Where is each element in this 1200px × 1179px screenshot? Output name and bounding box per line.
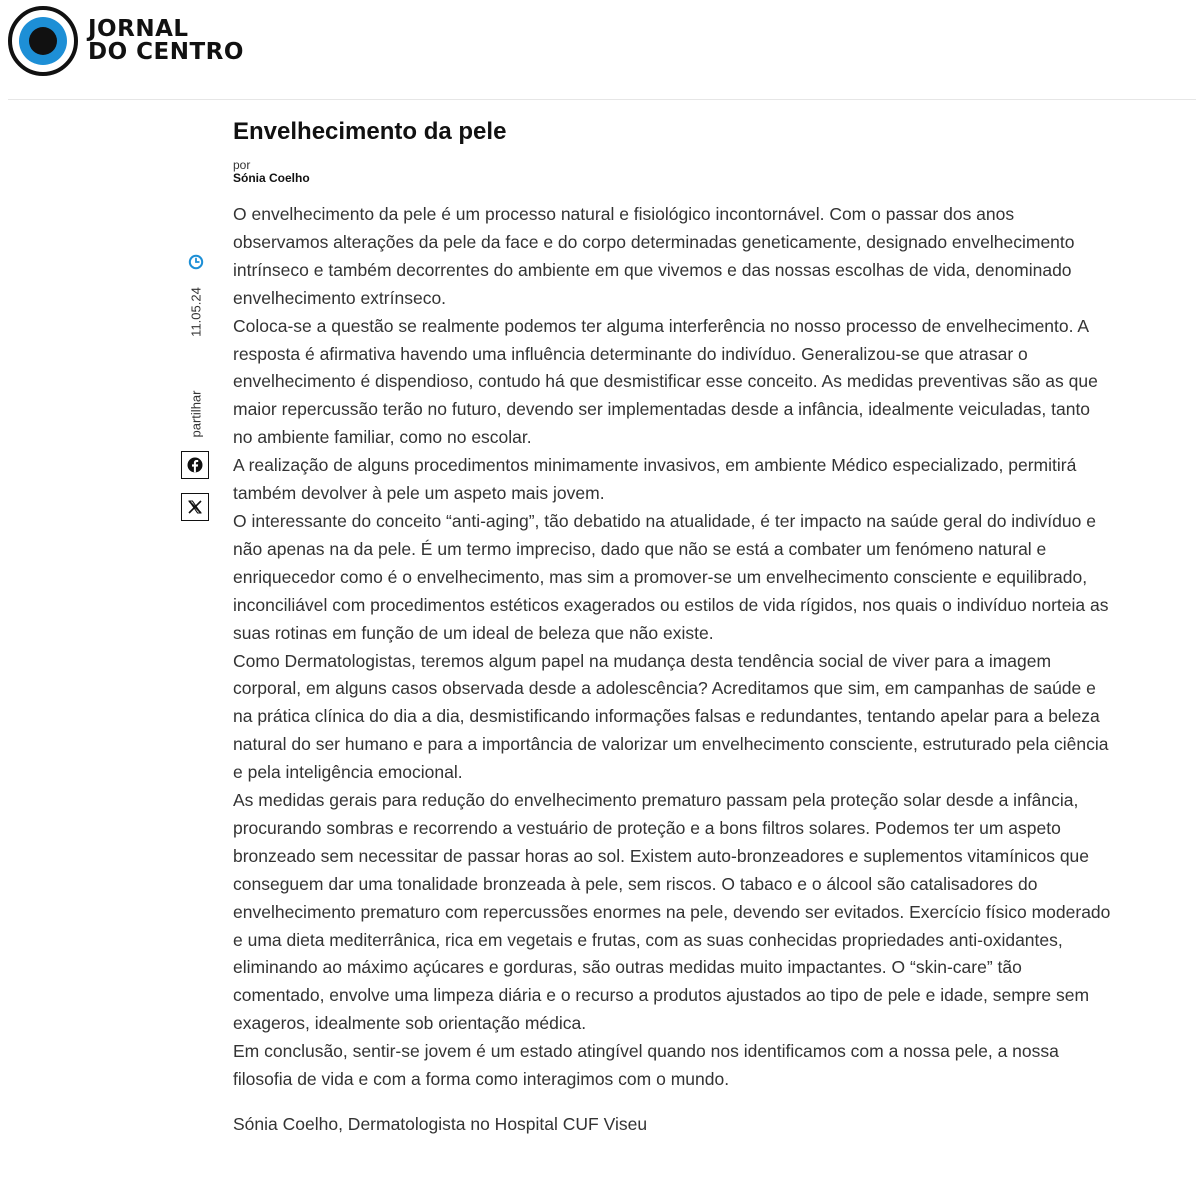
share-x-button[interactable] xyxy=(181,493,209,521)
logo-line-2: DO CENTRO xyxy=(88,39,244,65)
byline-author[interactable]: Sónia Coelho xyxy=(233,171,310,185)
x-icon xyxy=(187,499,203,515)
logo-eye-icon xyxy=(8,6,78,76)
share-label: partilhar xyxy=(188,390,204,438)
article-paragraph: As medidas gerais para redução do envelhecimento prematuro passam pela proteção solar desde a infância, procurando sombras e recorrendo a vestuário de proteção e a bons filtros solares. Podemos ter um aspeto bronzeado sem necessitar de passar horas ao sol. Existem auto-bronzeadores e suplementos vitamínicos que conseguem dar uma tonalidade bronzeada à pele, sem riscos. O tabaco e o álcool são catalisadores do envelhecimento prematuro com repercussões enormes na pele, devendo ser evitados. Exercício físico moderado e uma dieta mediterrânica, rica em vegetais e frutas, com as suas conhecidas propriedades anti-oxidantes, eliminando ao máximo açúcares e gorduras, são outras medidas muito impactantes. O “skin-care” tão comentado, envolve uma limpeza diária e o recurso a produtos ajustados ao tipo de pele e idade, sempre sem exageros, idealmente sob orientação médica. xyxy=(233,790,1111,1034)
article-paragraph: A realização de alguns procedimentos minimamente invasivos, em ambiente Médico especializado, permitirá também devolver à pele um aspeto mais jovem. xyxy=(233,455,1077,504)
article-paragraph: Coloca-se a questão se realmente podemos ter alguma interferência no nosso processo de envelhecimento. A resposta é afirmativa havendo uma influência determinante do indivíduo. Generalizou-se que atrasar o envelhecimento é dispendioso, contudo há que desmistificar esse conceito. As medidas preventivas são as que maior repercussão terão no futuro, devendo ser implementadas desde a infância, idealmente veiculadas, tanto no ambiente familiar, como no escolar. xyxy=(233,315,1098,448)
facebook-icon xyxy=(187,457,203,473)
byline xyxy=(233,159,1113,185)
article-paragraph: O envelhecimento da pele é um processo natural e fisiológico incontornável. Com o passar dos anos observamos alterações da pele da face e do corpo determinadas geneticamente, designado envelhecimento intrínseco e também decorrentes do ambiente em que vivemos e das nossas escolhas de vida, denominado envelhecimento extrínseco. xyxy=(233,204,1075,308)
site-logo[interactable] xyxy=(8,6,258,78)
clock-icon xyxy=(188,254,204,270)
article-body xyxy=(233,201,1113,1094)
publish-date: 11.05.24 xyxy=(188,287,204,337)
article xyxy=(233,112,1113,1139)
header-divider xyxy=(8,99,1196,100)
article-title: Envelhecimento da pele xyxy=(233,118,507,145)
logo-wordmark xyxy=(88,18,244,64)
author-signature: Sónia Coelho, Dermatologista no Hospital CUF Viseu xyxy=(233,1114,648,1134)
article-paragraph: O interessante do conceito “anti-aging”, tão debatido na atualidade, é ter impacto na saúde geral do indivíduo e não apenas na da pele. É um termo impreciso, dado que não se está a combater um fenómeno natural e enriquecedor como é o envelhecimento, mas sim a promover-se um envelhecimento consciente e equilibrado, inconciliável com procedimentos estéticos exagerados ou estilos de vida rígidos, nos quais o indivíduo norteia as suas rotinas em função de um ideal de beleza que não existe. xyxy=(233,510,1109,643)
byline-prefix: por xyxy=(233,158,251,172)
article-paragraph: Em conclusão, sentir-se jovem é um estado atingível quando nos identificamos com a nossa pele, a nossa filosofia de vida e com a forma como interagimos com o mundo. xyxy=(233,1041,1059,1090)
article-paragraph: Como Dermatologistas, teremos algum papel na mudança desta tendência social de viver para a imagem corporal, em alguns casos observada desde a adolescência? Acreditamos que sim, em campanhas de saúde e na prática clínica do dia a dia, desmistificando informações falsas e redundantes, tentando apelar para a beleza natural do ser humano e para a importância de valorizar um envelhecimento consciente, estruturado pela ciência e pela inteligência emocional. xyxy=(233,650,1109,783)
logo-line-1: JORNAL xyxy=(88,16,189,42)
share-facebook-button[interactable] xyxy=(181,451,209,479)
